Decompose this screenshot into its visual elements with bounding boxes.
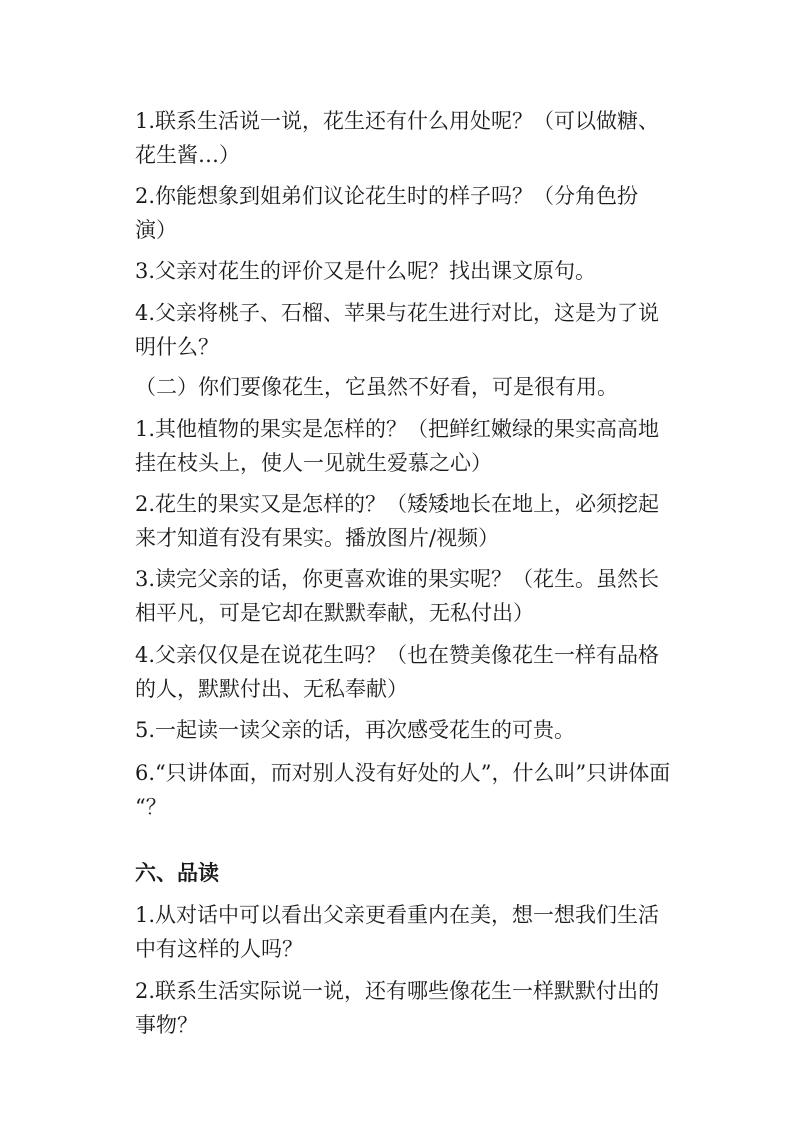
- text-line: 6.“只讲体面，而对别人没有好处的人”，什么叫”只讲体面: [135, 761, 671, 785]
- text-line: 4.父亲将桃子、石榴、苹果与花生进行对比，这是为了说: [135, 301, 660, 325]
- text-line: 演）: [135, 218, 177, 242]
- question-imagine-siblings: [135, 179, 700, 247]
- text-line: 4.父亲仅仅是在说花生吗？（也在赞美像花生一样有品格: [135, 643, 660, 667]
- question-peanut-fruit: [135, 487, 700, 555]
- text-line: 3.读完父亲的话，你更喜欢谁的果实呢？（花生。虽然长: [135, 567, 660, 591]
- text-line: 挂在枝头上，使人一见就生爱慕之心）: [135, 451, 492, 475]
- text-line: 5.一起读一读父亲的话，再次感受花生的可贵。: [135, 718, 576, 742]
- text-line: 事物？: [135, 1013, 198, 1037]
- question-only-peanut: [135, 638, 700, 706]
- section-heading: [135, 856, 700, 890]
- text-line: 六、品读: [135, 860, 219, 885]
- text-line: 1.联系生活说一说，花生还有什么用处呢？（可以做糖、: [135, 109, 660, 133]
- text-line: 1.其他植物的果实是怎样的？（把鲜红嫩绿的果实高高地: [135, 417, 660, 441]
- text-line: 2.花生的果实又是怎样的？（矮矮地长在地上，必须挖起: [135, 492, 660, 516]
- text-line: （二）你们要像花生，它虽然不好看，可是很有用。: [135, 375, 618, 399]
- question-real-life: [135, 974, 700, 1042]
- text-line: 2.联系生活实际说一说，还有哪些像花生一样默默付出的: [135, 979, 660, 1003]
- text-line: 中有这样的人吗？: [135, 937, 303, 961]
- text-line: 相平凡，可是它却在默默奉献，无私付出）: [135, 601, 534, 625]
- text-line: “？: [135, 795, 167, 819]
- question-read-together: [135, 713, 700, 747]
- text-line: 花生酱…）: [135, 143, 240, 167]
- text-line: 明什么？: [135, 335, 219, 359]
- text-line: 来才知道有没有果实。播放图片/视频）: [135, 526, 500, 550]
- question-inner-beauty: [135, 898, 700, 966]
- text-line: 2.你能想象到姐弟们议论花生时的样子吗？（分角色扮: [135, 184, 639, 208]
- question-other-fruits: [135, 412, 700, 480]
- subsection-title: [135, 370, 700, 404]
- text-line: 1.从对话中可以看出父亲更看重内在美，想一想我们生活: [135, 903, 660, 927]
- question-appearance: [135, 756, 700, 824]
- question-father-evaluation: [135, 254, 700, 288]
- text-line: 的人，默默付出、无私奉献）: [135, 677, 408, 701]
- text-line: 3.父亲对花生的评价又是什么呢？找出课文原句。: [135, 259, 597, 283]
- question-comparison: [135, 296, 700, 364]
- question-which-fruit: [135, 562, 700, 630]
- question-peanut-uses: [135, 104, 700, 172]
